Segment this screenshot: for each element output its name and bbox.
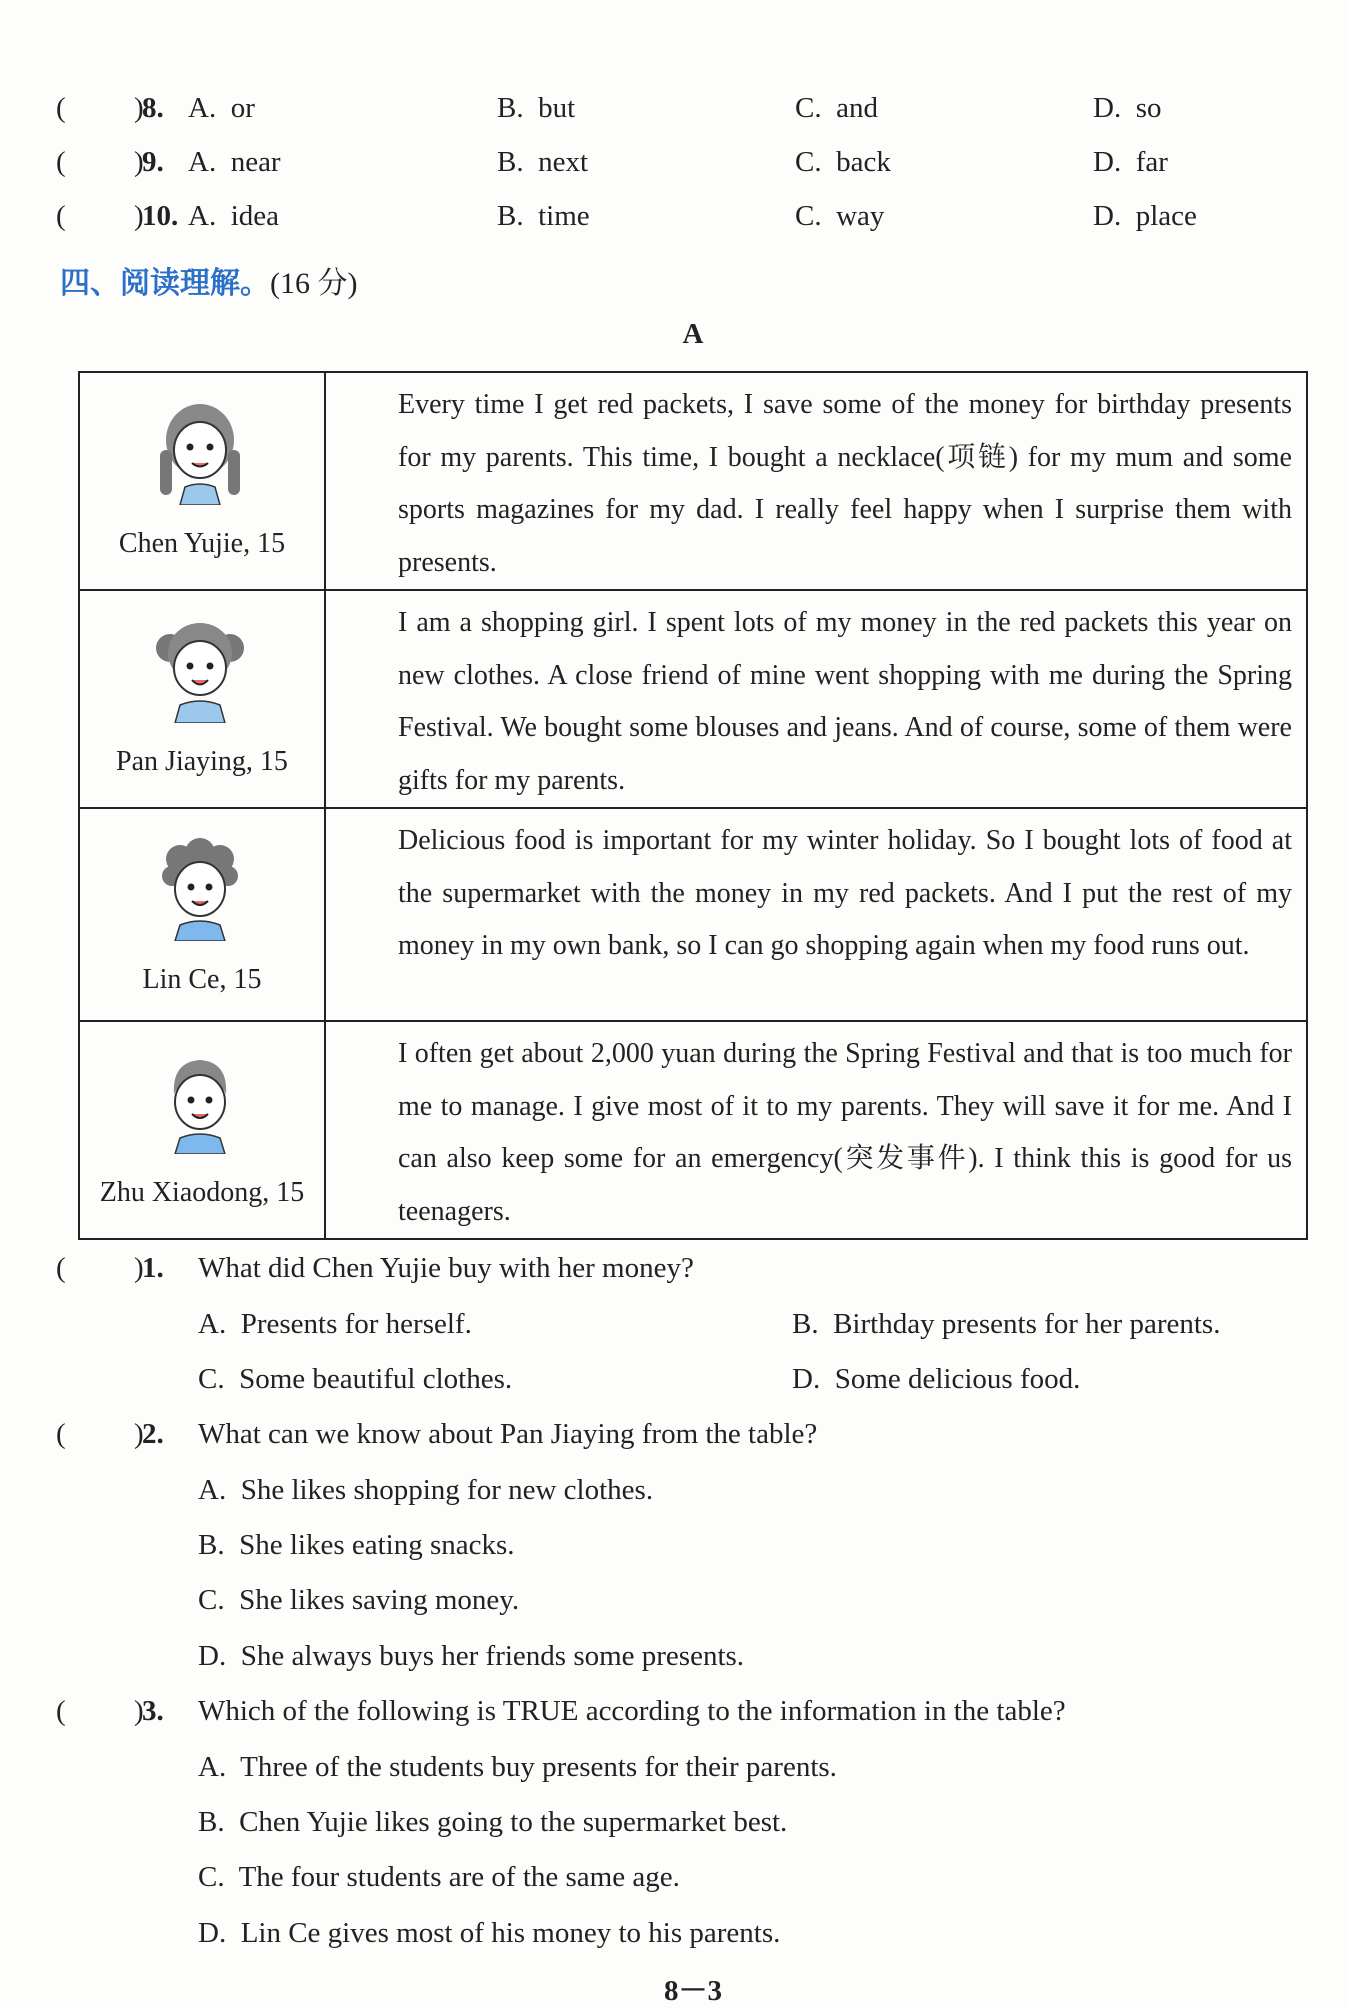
answer-blank-open: (: [56, 146, 66, 178]
answer-blank-open: (: [56, 1418, 66, 1450]
question-stem: Which of the following is TRUE according to the information in the table?: [198, 1695, 1066, 1727]
question-stem: What did Chen Yujie buy with her money?: [198, 1252, 694, 1284]
question-number: 8.: [142, 92, 164, 124]
answer-blank-close: ): [134, 1695, 144, 1727]
student-cell: [79, 590, 325, 808]
question-number: 10.: [142, 200, 179, 232]
option-d: D. Lin Ce gives most of his money to his parents.: [198, 1917, 781, 1949]
answer-blank-close: ): [134, 146, 144, 178]
section-title: [60, 258, 357, 302]
page-number: 8－3: [663, 1975, 722, 2007]
student-statement: [325, 372, 1307, 590]
option-a: A. or: [188, 92, 255, 124]
student-statement: [325, 590, 1307, 808]
student-statement: [325, 1021, 1307, 1239]
question-stem-row: [0, 1695, 1350, 1745]
question-number: 3.: [142, 1695, 164, 1727]
student-cell: [79, 1021, 325, 1239]
statement-text: I often get about 2,000 yuan during the Spring Festival and that is too much for me to manage. I give most of it to my parents. They will save it for me. And I can also keep some for an emergency(突发事件). I think this is good for us teenagers.: [398, 1038, 1292, 1227]
boy-avatar-icon: [150, 1044, 250, 1154]
question-stem-row: [0, 1252, 1350, 1302]
section-title-text: 四、阅读理解。: [60, 266, 270, 301]
student-cell: [79, 372, 325, 590]
cloze-question-10: [0, 200, 1350, 250]
option-d: D. so: [1093, 92, 1162, 124]
student-name: Pan Jiaying, 15: [116, 746, 288, 777]
girl-pigtails-avatar-icon: [150, 395, 250, 505]
answer-blank-close: ): [134, 200, 144, 232]
cloze-question-9: [0, 146, 1350, 196]
section-score: (16 分): [270, 267, 358, 300]
option-b: B. but: [497, 92, 576, 124]
statement-text: Delicious food is important for my winter holiday. So I bought lots of food at the supermarket with the money in my red packets. And I put the rest of my money in my own bank, so I can go shopping again when my food runs out.: [398, 825, 1292, 961]
option-a: A. Presents for herself.: [198, 1308, 472, 1340]
question-stem-row: [0, 1418, 1350, 1468]
option-c: C. way: [795, 200, 885, 232]
boy-curly-avatar-icon: [150, 831, 250, 941]
table-row: [79, 590, 1307, 808]
answer-blank-open: (: [56, 200, 66, 232]
option-c: C. She likes saving money.: [198, 1584, 520, 1616]
option-b: B. time: [497, 200, 590, 232]
option-b: B. Birthday presents for her parents.: [792, 1308, 1221, 1340]
option-a: A. Three of the students buy presents for their parents.: [198, 1751, 837, 1783]
student-cell: [79, 808, 325, 1021]
reading-table: [78, 371, 1308, 1240]
student-name: Zhu Xiaodong, 15: [99, 1177, 305, 1208]
cloze-question-8: [0, 92, 1350, 142]
answer-blank-close: ): [134, 1252, 144, 1284]
option-a: A. idea: [188, 200, 279, 232]
option-b: B. Chen Yujie likes going to the supermarket best.: [198, 1806, 788, 1838]
answer-blank-close: ): [134, 92, 144, 124]
option-d: D. She always buys her friends some presents.: [198, 1640, 745, 1672]
option-c: C. and: [795, 92, 878, 124]
option-a: A. She likes shopping for new clothes.: [198, 1474, 654, 1506]
answer-blank-open: (: [56, 92, 66, 124]
student-name: Chen Yujie, 15: [118, 528, 286, 559]
answer-blank-open: (: [56, 1252, 66, 1284]
table-row: [79, 372, 1307, 590]
question-stem: What can we know about Pan Jiaying from the table?: [198, 1418, 818, 1450]
table-row: [79, 1021, 1307, 1239]
option-c: C. back: [795, 146, 891, 178]
question-number: 2.: [142, 1418, 164, 1450]
student-name: Lin Ce, 15: [142, 964, 262, 995]
option-d: D. far: [1093, 146, 1168, 178]
option-c: C. The four students are of the same age.: [198, 1861, 680, 1893]
answer-blank-close: ): [134, 1418, 144, 1450]
option-d: D. place: [1093, 200, 1197, 232]
girl-curly-avatar-icon: [150, 613, 250, 723]
student-statement: [325, 808, 1307, 1021]
passage-label: A: [682, 318, 704, 350]
statement-text: I am a shopping girl. I spent lots of my money in the red packets this year on new clothes. A close friend of mine went shopping with me during the Spring Festival. We bought some blouses and jeans. And of course, some of them were gifts for my parents.: [398, 607, 1292, 796]
option-b: B. She likes eating snacks.: [198, 1529, 515, 1561]
option-d: D. Some delicious food.: [792, 1363, 1081, 1395]
table-row: [79, 808, 1307, 1021]
statement-text: Every time I get red packets, I save some of the money for birthday presents for my parents. This time, I bought a necklace(项链) for my mum and some sports magazines for my dad. I really feel happy when I surprise them with presents.: [398, 389, 1292, 578]
option-a: A. near: [188, 146, 281, 178]
question-number: 1.: [142, 1252, 164, 1284]
answer-blank-open: (: [56, 1695, 66, 1727]
question-number: 9.: [142, 146, 164, 178]
option-b: B. next: [497, 146, 589, 178]
option-c: C. Some beautiful clothes.: [198, 1363, 513, 1395]
